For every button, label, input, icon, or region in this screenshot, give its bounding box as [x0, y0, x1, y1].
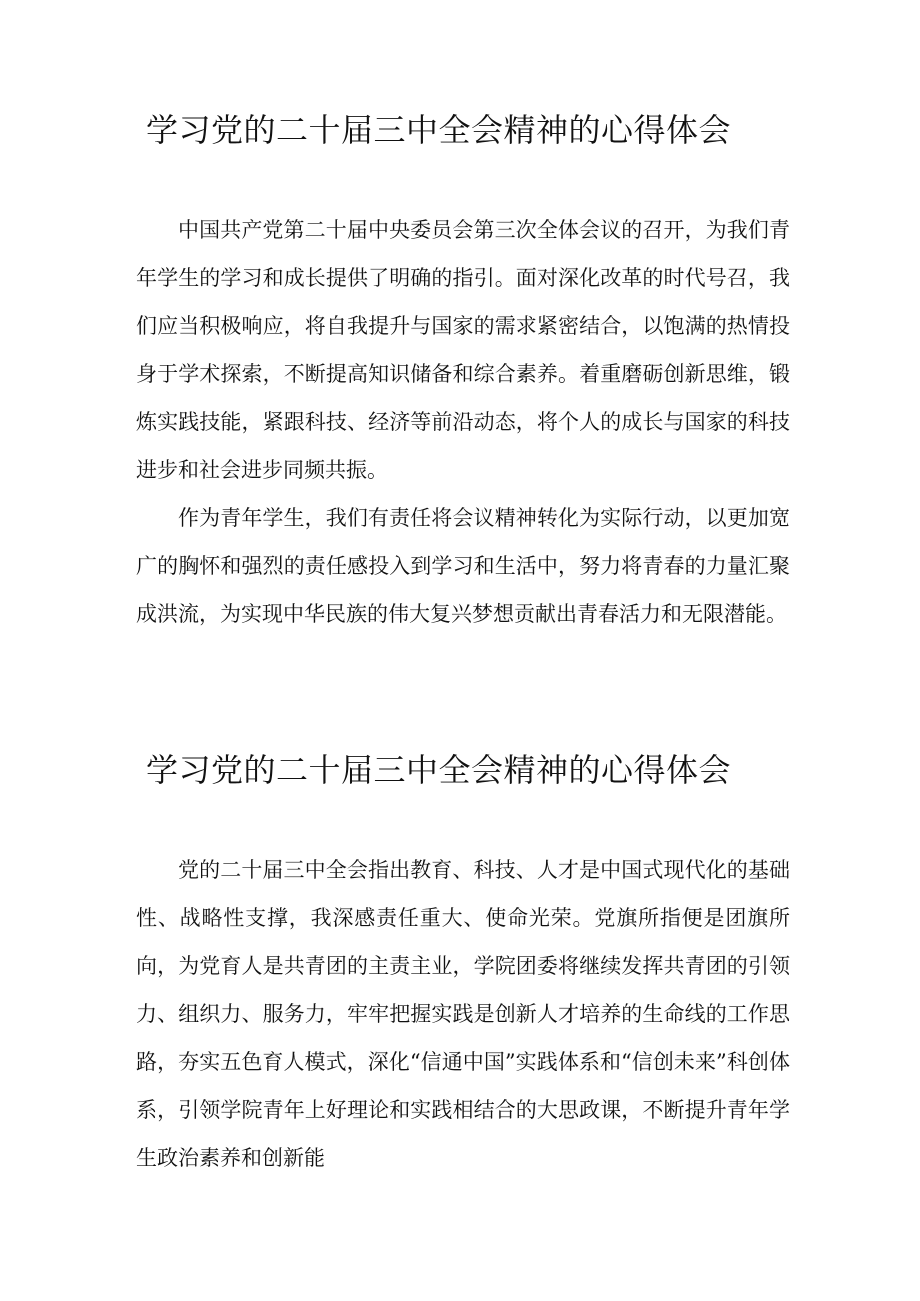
essay-body	[136, 846, 790, 1182]
essay-paragraph: 党的二十届三中全会指出教育、科技、人才是中国式现代化的基础性、战略性支撑，我深感责任重大、使命光荣。党旗所指便是团旗所向，为党育人是共青团的主责主业，学院团委将继续发挥共青团的引领力、组织力、服务力，牢牢把握实践是创新人才培养的生命线的工作思路，夯实五色育人模式，深化“信通中国”实践体系和“信创未来”科创体系，引领学院青年上好理论和实践相结合的大思政课，不断提升青年学生政治素养和创新能	[136, 858, 790, 1170]
essay-paragraph: 中国共产党第二十届中央委员会第三次全体会议的召开，为我们青年学生的学习和成长提供了明确的指引。面对深化改革的时代号召，我们应当积极响应，将自我提升与国家的需求紧密结合，以饱满的热情投身于学术探索，不断提高知识储备和综合素养。着重磨砺创新思维，锻炼实践技能，紧跟科技、经济等前沿动态，将个人的成长与国家的科技进步和社会进步同频共振。	[136, 218, 790, 482]
essay-paragraph: 作为青年学生，我们有责任将会议精神转化为实际行动，以更加宽广的胸怀和强烈的责任感投入到学习和生活中，努力将青春的力量汇聚成洪流，为实现中华民族的伟大复兴梦想贡献出青春活力和无限潜能。	[136, 506, 790, 626]
essay-body	[136, 206, 790, 638]
essay-section-2	[0, 748, 920, 1182]
essay-title: 学习党的二十届三中全会精神的心得体会	[146, 751, 732, 789]
essay-title: 学习党的二十届三中全会精神的心得体会	[146, 111, 732, 149]
essay-section-1	[0, 108, 920, 638]
